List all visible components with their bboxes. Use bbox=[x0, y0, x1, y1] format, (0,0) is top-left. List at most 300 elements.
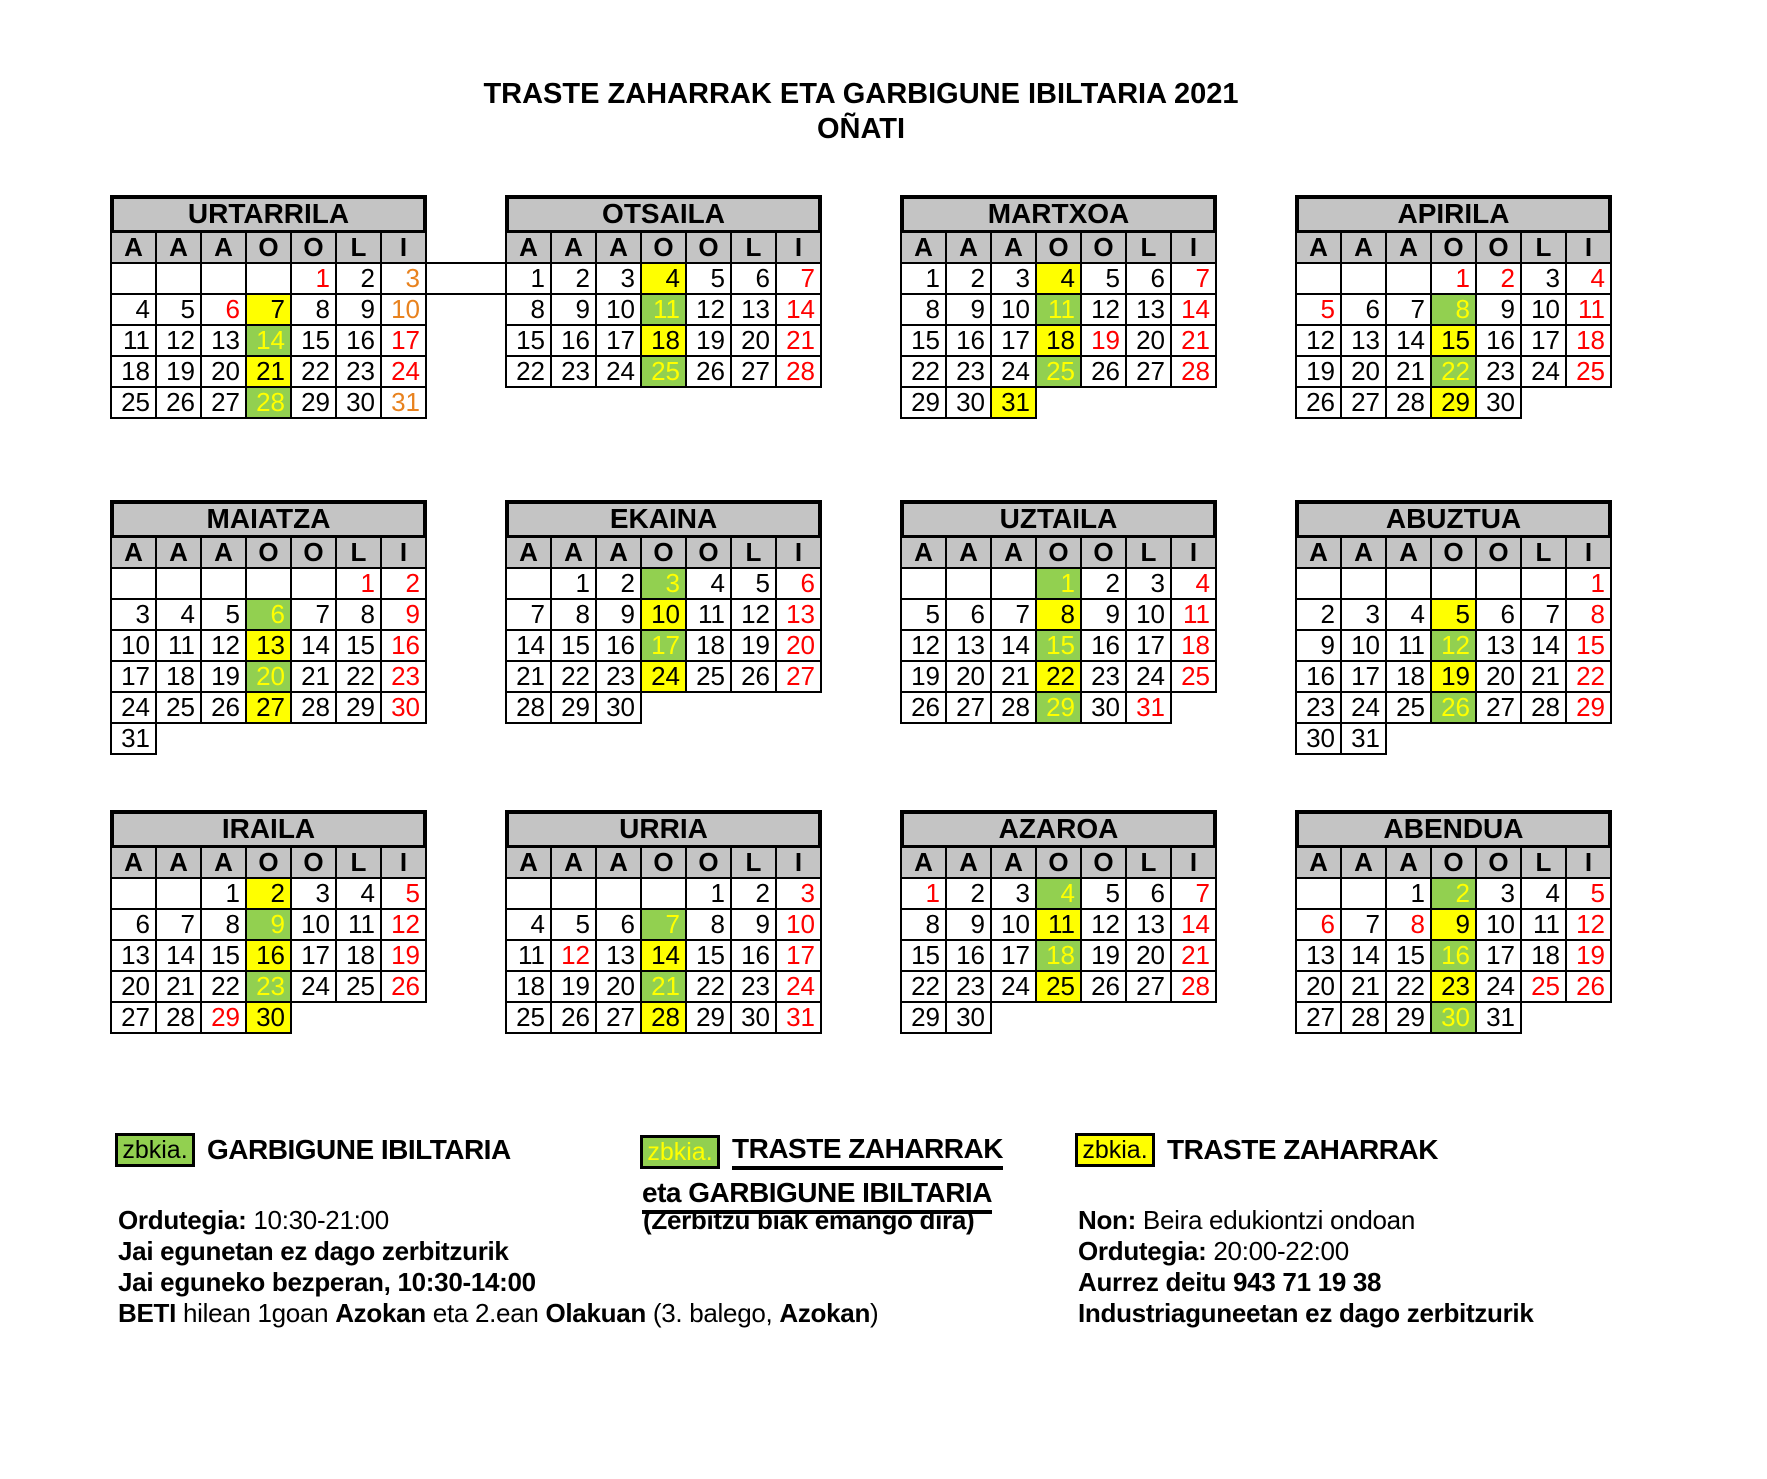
text-segment: BETI bbox=[118, 1298, 177, 1328]
day-cell: 12 bbox=[550, 939, 597, 972]
day-cell: 19 bbox=[685, 324, 732, 357]
text-segment: Aurrez deitu 943 71 19 38 bbox=[1078, 1267, 1382, 1297]
day-cell: 16 bbox=[245, 939, 292, 972]
weekday-header: O bbox=[1475, 536, 1522, 569]
day-cell: 29 bbox=[335, 691, 382, 724]
day-cell: 15 bbox=[900, 939, 947, 972]
text-segment: 20:00-22:00 bbox=[1206, 1236, 1349, 1266]
text-segment: Ordutegia: bbox=[1078, 1236, 1207, 1266]
day-cell: 21 bbox=[1385, 355, 1432, 388]
day-cell: 16 bbox=[380, 629, 427, 662]
day-cell bbox=[155, 877, 202, 910]
weekday-header: O bbox=[1430, 846, 1477, 879]
day-cell: 30 bbox=[945, 386, 992, 419]
day-cell: 24 bbox=[1520, 355, 1567, 388]
weekday-header: O bbox=[685, 846, 732, 879]
weekday-header: A bbox=[200, 536, 247, 569]
day-cell: 22 bbox=[900, 355, 947, 388]
day-cell: 13 bbox=[1125, 908, 1172, 941]
weekday-header: A bbox=[1340, 846, 1387, 879]
day-cell: 8 bbox=[290, 293, 337, 326]
day-cell: 20 bbox=[775, 629, 822, 662]
day-cell: 21 bbox=[1170, 939, 1217, 972]
day-cell: 12 bbox=[900, 629, 947, 662]
day-cell: 5 bbox=[685, 262, 732, 295]
weekday-header: I bbox=[1170, 231, 1217, 264]
day-cell: 4 bbox=[110, 293, 157, 326]
day-cell: 22 bbox=[200, 970, 247, 1003]
day-cell: 13 bbox=[945, 629, 992, 662]
day-cell: 18 bbox=[1170, 629, 1217, 662]
day-cell: 7 bbox=[245, 293, 292, 326]
day-cell: 3 bbox=[990, 262, 1037, 295]
day-cell: 14 bbox=[1170, 293, 1217, 326]
weekday-header: A bbox=[900, 846, 947, 879]
weekday-header: O bbox=[245, 536, 292, 569]
day-cell: 29 bbox=[290, 386, 337, 419]
weekday-header: O bbox=[1430, 231, 1477, 264]
day-cell: 11 bbox=[1385, 629, 1432, 662]
weekday-header: I bbox=[775, 536, 822, 569]
day-cell: 20 bbox=[1340, 355, 1387, 388]
day-cell: 14 bbox=[640, 939, 687, 972]
weekday-header: L bbox=[1520, 536, 1567, 569]
day-cell: 24 bbox=[110, 691, 157, 724]
day-cell bbox=[1340, 262, 1387, 295]
day-cell: 4 bbox=[155, 598, 202, 631]
day-cell: 18 bbox=[1035, 324, 1082, 357]
day-cell: 24 bbox=[990, 355, 1037, 388]
day-cell: 15 bbox=[550, 629, 597, 662]
day-cell: 14 bbox=[1385, 324, 1432, 357]
day-cell: 28 bbox=[775, 355, 822, 388]
day-cell: 29 bbox=[1430, 386, 1477, 419]
day-cell: 21 bbox=[1520, 660, 1567, 693]
day-cell: 15 bbox=[685, 939, 732, 972]
day-cell: 14 bbox=[290, 629, 337, 662]
legend-item bbox=[1075, 1133, 1615, 1328]
day-cell: 6 bbox=[245, 598, 292, 631]
day-cell: 6 bbox=[1475, 598, 1522, 631]
weekday-header: A bbox=[595, 846, 642, 879]
day-cell: 2 bbox=[595, 567, 642, 600]
weekday-header: O bbox=[1475, 846, 1522, 879]
day-cell: 3 bbox=[1475, 877, 1522, 910]
day-cell: 1 bbox=[900, 262, 947, 295]
day-cell: 18 bbox=[1035, 939, 1082, 972]
weekday-header: A bbox=[505, 231, 552, 264]
day-cell: 31 bbox=[990, 386, 1037, 419]
weekday-header: L bbox=[1520, 231, 1567, 264]
day-cell bbox=[1340, 877, 1387, 910]
day-cell: 6 bbox=[1125, 262, 1172, 295]
day-cell: 13 bbox=[1475, 629, 1522, 662]
day-cell: 12 bbox=[380, 908, 427, 941]
month-title: EKAINA bbox=[505, 500, 822, 539]
day-cell: 13 bbox=[595, 939, 642, 972]
day-cell: 11 bbox=[1170, 598, 1217, 631]
day-cell: 10 bbox=[990, 908, 1037, 941]
day-cell: 13 bbox=[730, 293, 777, 326]
legend-header-row bbox=[115, 1133, 655, 1167]
day-cell: 4 bbox=[335, 877, 382, 910]
day-cell: 20 bbox=[110, 970, 157, 1003]
day-cell: 29 bbox=[1035, 691, 1082, 724]
weekday-header: A bbox=[945, 846, 992, 879]
day-cell: 20 bbox=[1125, 324, 1172, 357]
day-cell: 5 bbox=[900, 598, 947, 631]
day-cell: 28 bbox=[245, 386, 292, 419]
day-cell: 27 bbox=[945, 691, 992, 724]
weekday-header: A bbox=[550, 536, 597, 569]
day-cell: 12 bbox=[730, 598, 777, 631]
day-cell: 21 bbox=[505, 660, 552, 693]
day-cell: 17 bbox=[110, 660, 157, 693]
day-cell: 26 bbox=[550, 1001, 597, 1034]
day-cell: 5 bbox=[1565, 877, 1612, 910]
day-cell: 21 bbox=[1170, 324, 1217, 357]
day-cell: 27 bbox=[775, 660, 822, 693]
day-cell: 19 bbox=[730, 629, 777, 662]
day-cell: 26 bbox=[1080, 355, 1127, 388]
day-cell: 9 bbox=[1295, 629, 1342, 662]
weekday-header: A bbox=[1385, 536, 1432, 569]
weekday-header: A bbox=[1295, 846, 1342, 879]
day-cell bbox=[640, 877, 687, 910]
day-cell: 6 bbox=[945, 598, 992, 631]
weekday-header: O bbox=[1035, 231, 1082, 264]
day-cell: 6 bbox=[110, 908, 157, 941]
weekday-header: I bbox=[1170, 846, 1217, 879]
text-segment: Jai egunetan ez dago zerbitzurik bbox=[118, 1236, 509, 1266]
weekday-header: A bbox=[900, 231, 947, 264]
day-cell: 21 bbox=[640, 970, 687, 1003]
day-cell: 8 bbox=[1565, 598, 1612, 631]
day-cell: 18 bbox=[335, 939, 382, 972]
day-cell: 3 bbox=[110, 598, 157, 631]
day-cell: 23 bbox=[1295, 691, 1342, 724]
day-cell: 11 bbox=[685, 598, 732, 631]
day-cell: 28 bbox=[640, 1001, 687, 1034]
weekday-header: O bbox=[640, 846, 687, 879]
month-title: APIRILA bbox=[1295, 195, 1612, 234]
day-cell: 1 bbox=[900, 877, 947, 910]
day-cell: 10 bbox=[1340, 629, 1387, 662]
day-cell: 9 bbox=[1475, 293, 1522, 326]
day-cell: 17 bbox=[380, 324, 427, 357]
day-cell: 25 bbox=[640, 355, 687, 388]
day-cell bbox=[155, 567, 202, 600]
legend-note bbox=[118, 1267, 658, 1298]
day-cell: 12 bbox=[1565, 908, 1612, 941]
day-cell: 30 bbox=[335, 386, 382, 419]
day-cell: 28 bbox=[155, 1001, 202, 1034]
day-cell: 21 bbox=[290, 660, 337, 693]
text-segment: hilean 1goan bbox=[176, 1298, 336, 1328]
day-cell: 10 bbox=[380, 293, 427, 326]
day-cell: 27 bbox=[1475, 691, 1522, 724]
day-cell: 8 bbox=[685, 908, 732, 941]
legend-title: GARBIGUNE IBILTARIA bbox=[207, 1134, 511, 1165]
day-cell: 7 bbox=[1385, 293, 1432, 326]
day-cell: 18 bbox=[1520, 939, 1567, 972]
legend-title: TRASTE ZAHARRAK bbox=[1167, 1134, 1438, 1165]
day-cell: 30 bbox=[595, 691, 642, 724]
weekday-header: I bbox=[380, 231, 427, 264]
day-cell: 29 bbox=[550, 691, 597, 724]
day-cell: 2 bbox=[245, 877, 292, 910]
day-cell: 18 bbox=[1565, 324, 1612, 357]
day-cell: 28 bbox=[1340, 1001, 1387, 1034]
day-cell: 29 bbox=[900, 386, 947, 419]
month-title: UZTAILA bbox=[900, 500, 1217, 539]
day-cell: 25 bbox=[110, 386, 157, 419]
day-cell: 2 bbox=[1430, 877, 1477, 910]
day-cell: 5 bbox=[380, 877, 427, 910]
day-cell: 8 bbox=[1035, 598, 1082, 631]
day-cell: 30 bbox=[1430, 1001, 1477, 1034]
day-cell: 12 bbox=[1080, 908, 1127, 941]
day-cell bbox=[200, 567, 247, 600]
day-cell: 16 bbox=[335, 324, 382, 357]
day-cell bbox=[990, 567, 1037, 600]
day-cell: 26 bbox=[685, 355, 732, 388]
weekday-header: O bbox=[1475, 231, 1522, 264]
day-cell: 22 bbox=[1385, 970, 1432, 1003]
day-cell: 30 bbox=[1080, 691, 1127, 724]
day-cell: 4 bbox=[1565, 262, 1612, 295]
day-cell: 16 bbox=[730, 939, 777, 972]
weekday-header: L bbox=[1520, 846, 1567, 879]
day-cell: 13 bbox=[1340, 324, 1387, 357]
weekday-header: O bbox=[685, 536, 732, 569]
day-cell: 24 bbox=[1125, 660, 1172, 693]
day-cell: 25 bbox=[1035, 355, 1082, 388]
day-cell: 7 bbox=[1520, 598, 1567, 631]
month-title: URTARRILA bbox=[110, 195, 427, 234]
day-cell: 4 bbox=[1035, 262, 1082, 295]
day-cell: 3 bbox=[1125, 567, 1172, 600]
day-cell: 19 bbox=[1430, 660, 1477, 693]
day-cell: 11 bbox=[335, 908, 382, 941]
weekday-header: A bbox=[110, 846, 157, 879]
day-cell: 1 bbox=[290, 262, 337, 295]
page-title: TRASTE ZAHARRAK ETA GARBIGUNE IBILTARIA 2021 bbox=[483, 78, 1239, 110]
weekday-header: O bbox=[290, 846, 337, 879]
day-cell: 28 bbox=[1170, 355, 1217, 388]
day-cell: 5 bbox=[1295, 293, 1342, 326]
day-cell: 13 bbox=[245, 629, 292, 662]
legend-swatch: zbkia. bbox=[115, 1133, 195, 1167]
day-cell: 10 bbox=[1475, 908, 1522, 941]
day-cell: 19 bbox=[1565, 939, 1612, 972]
page-subtitle: OÑATI bbox=[816, 113, 906, 145]
day-cell: 3 bbox=[290, 877, 337, 910]
day-cell: 26 bbox=[155, 386, 202, 419]
day-cell: 26 bbox=[200, 691, 247, 724]
weekday-header: A bbox=[155, 231, 202, 264]
day-cell: 17 bbox=[1340, 660, 1387, 693]
weekday-header: A bbox=[155, 846, 202, 879]
text-segment: Azokan bbox=[779, 1298, 871, 1328]
day-cell: 8 bbox=[1430, 293, 1477, 326]
day-cell: 17 bbox=[1125, 629, 1172, 662]
day-cell: 2 bbox=[945, 877, 992, 910]
day-cell: 2 bbox=[945, 262, 992, 295]
day-cell: 17 bbox=[640, 629, 687, 662]
day-cell: 14 bbox=[1520, 629, 1567, 662]
legend-title: TRASTE ZAHARRAK bbox=[732, 1133, 1003, 1170]
day-cell: 4 bbox=[685, 567, 732, 600]
day-cell: 9 bbox=[945, 293, 992, 326]
legend-header-row bbox=[1075, 1133, 1615, 1167]
day-cell: 26 bbox=[730, 660, 777, 693]
day-cell: 19 bbox=[380, 939, 427, 972]
day-cell: 2 bbox=[1295, 598, 1342, 631]
day-cell: 23 bbox=[595, 660, 642, 693]
day-cell: 28 bbox=[1520, 691, 1567, 724]
day-cell: 1 bbox=[200, 877, 247, 910]
day-cell: 1 bbox=[1035, 567, 1082, 600]
day-cell: 8 bbox=[505, 293, 552, 326]
weekday-header: A bbox=[990, 231, 1037, 264]
connector-line bbox=[425, 293, 507, 295]
day-cell: 18 bbox=[685, 629, 732, 662]
weekday-header: I bbox=[1565, 846, 1612, 879]
day-cell: 9 bbox=[245, 908, 292, 941]
day-cell: 22 bbox=[1430, 355, 1477, 388]
weekday-header: A bbox=[1340, 231, 1387, 264]
day-cell: 11 bbox=[155, 629, 202, 662]
day-cell: 18 bbox=[1385, 660, 1432, 693]
day-cell: 1 bbox=[505, 262, 552, 295]
day-cell: 5 bbox=[155, 293, 202, 326]
weekday-header: I bbox=[1565, 231, 1612, 264]
day-cell: 31 bbox=[775, 1001, 822, 1034]
legend-note bbox=[1078, 1298, 1618, 1329]
weekday-header: L bbox=[1125, 846, 1172, 879]
weekday-header: A bbox=[110, 231, 157, 264]
day-cell: 10 bbox=[1520, 293, 1567, 326]
weekday-header: O bbox=[1035, 846, 1082, 879]
day-cell bbox=[245, 262, 292, 295]
day-cell: 16 bbox=[595, 629, 642, 662]
day-cell: 29 bbox=[200, 1001, 247, 1034]
day-cell: 3 bbox=[640, 567, 687, 600]
weekday-header: I bbox=[1565, 536, 1612, 569]
legend-note bbox=[118, 1205, 658, 1236]
day-cell: 3 bbox=[990, 877, 1037, 910]
month-title: AZAROA bbox=[900, 810, 1217, 849]
day-cell: 27 bbox=[1125, 355, 1172, 388]
text-segment: Olakuan bbox=[545, 1298, 646, 1328]
day-cell: 14 bbox=[155, 939, 202, 972]
day-cell: 14 bbox=[245, 324, 292, 357]
day-cell bbox=[245, 567, 292, 600]
text-segment: (3. balego, bbox=[645, 1298, 780, 1328]
day-cell: 27 bbox=[595, 1001, 642, 1034]
text-segment: (Zerbitzu biak emango dira) bbox=[643, 1205, 975, 1235]
day-cell: 15 bbox=[200, 939, 247, 972]
day-cell bbox=[1520, 567, 1567, 600]
day-cell: 9 bbox=[380, 598, 427, 631]
day-cell bbox=[945, 567, 992, 600]
day-cell: 15 bbox=[1385, 939, 1432, 972]
weekday-header: A bbox=[1295, 536, 1342, 569]
day-cell: 17 bbox=[1475, 939, 1522, 972]
weekday-header: L bbox=[335, 231, 382, 264]
day-cell: 17 bbox=[775, 939, 822, 972]
day-cell: 10 bbox=[110, 629, 157, 662]
day-cell: 14 bbox=[775, 293, 822, 326]
day-cell: 5 bbox=[200, 598, 247, 631]
weekday-header: O bbox=[1080, 536, 1127, 569]
day-cell: 22 bbox=[1035, 660, 1082, 693]
day-cell: 21 bbox=[1340, 970, 1387, 1003]
day-cell: 17 bbox=[290, 939, 337, 972]
text-segment: Industriaguneetan ez dago zerbitzurik bbox=[1078, 1298, 1534, 1328]
day-cell: 19 bbox=[200, 660, 247, 693]
weekday-header: A bbox=[990, 846, 1037, 879]
day-cell: 23 bbox=[335, 355, 382, 388]
weekday-header: A bbox=[200, 231, 247, 264]
day-cell bbox=[505, 877, 552, 910]
day-cell: 23 bbox=[1080, 660, 1127, 693]
day-cell: 9 bbox=[1430, 908, 1477, 941]
weekday-header: L bbox=[730, 536, 777, 569]
day-cell: 12 bbox=[1080, 293, 1127, 326]
day-cell: 6 bbox=[1340, 293, 1387, 326]
day-cell: 29 bbox=[1565, 691, 1612, 724]
day-cell: 26 bbox=[380, 970, 427, 1003]
day-cell: 15 bbox=[1430, 324, 1477, 357]
day-cell: 31 bbox=[380, 386, 427, 419]
day-cell: 13 bbox=[1295, 939, 1342, 972]
day-cell: 1 bbox=[685, 877, 732, 910]
day-cell: 23 bbox=[1430, 970, 1477, 1003]
day-cell: 1 bbox=[1565, 567, 1612, 600]
day-cell bbox=[1385, 567, 1432, 600]
day-cell: 20 bbox=[245, 660, 292, 693]
day-cell: 21 bbox=[775, 324, 822, 357]
day-cell: 24 bbox=[595, 355, 642, 388]
text-segment: ) bbox=[870, 1298, 879, 1328]
month-title: OTSAILA bbox=[505, 195, 822, 234]
weekday-header: A bbox=[505, 536, 552, 569]
day-cell: 24 bbox=[1475, 970, 1522, 1003]
day-cell: 10 bbox=[775, 908, 822, 941]
weekday-header: O bbox=[640, 536, 687, 569]
day-cell: 6 bbox=[1125, 877, 1172, 910]
day-cell: 6 bbox=[595, 908, 642, 941]
day-cell: 27 bbox=[245, 691, 292, 724]
day-cell: 19 bbox=[900, 660, 947, 693]
day-cell: 14 bbox=[1170, 908, 1217, 941]
day-cell: 20 bbox=[945, 660, 992, 693]
weekday-header: O bbox=[245, 846, 292, 879]
day-cell: 5 bbox=[550, 908, 597, 941]
day-cell: 14 bbox=[1340, 939, 1387, 972]
day-cell: 11 bbox=[110, 324, 157, 357]
day-cell: 16 bbox=[1475, 324, 1522, 357]
day-cell: 9 bbox=[550, 293, 597, 326]
day-cell: 5 bbox=[1430, 598, 1477, 631]
day-cell: 10 bbox=[640, 598, 687, 631]
day-cell: 5 bbox=[730, 567, 777, 600]
day-cell: 26 bbox=[1295, 386, 1342, 419]
day-cell: 30 bbox=[1295, 722, 1342, 755]
day-cell: 17 bbox=[1520, 324, 1567, 357]
